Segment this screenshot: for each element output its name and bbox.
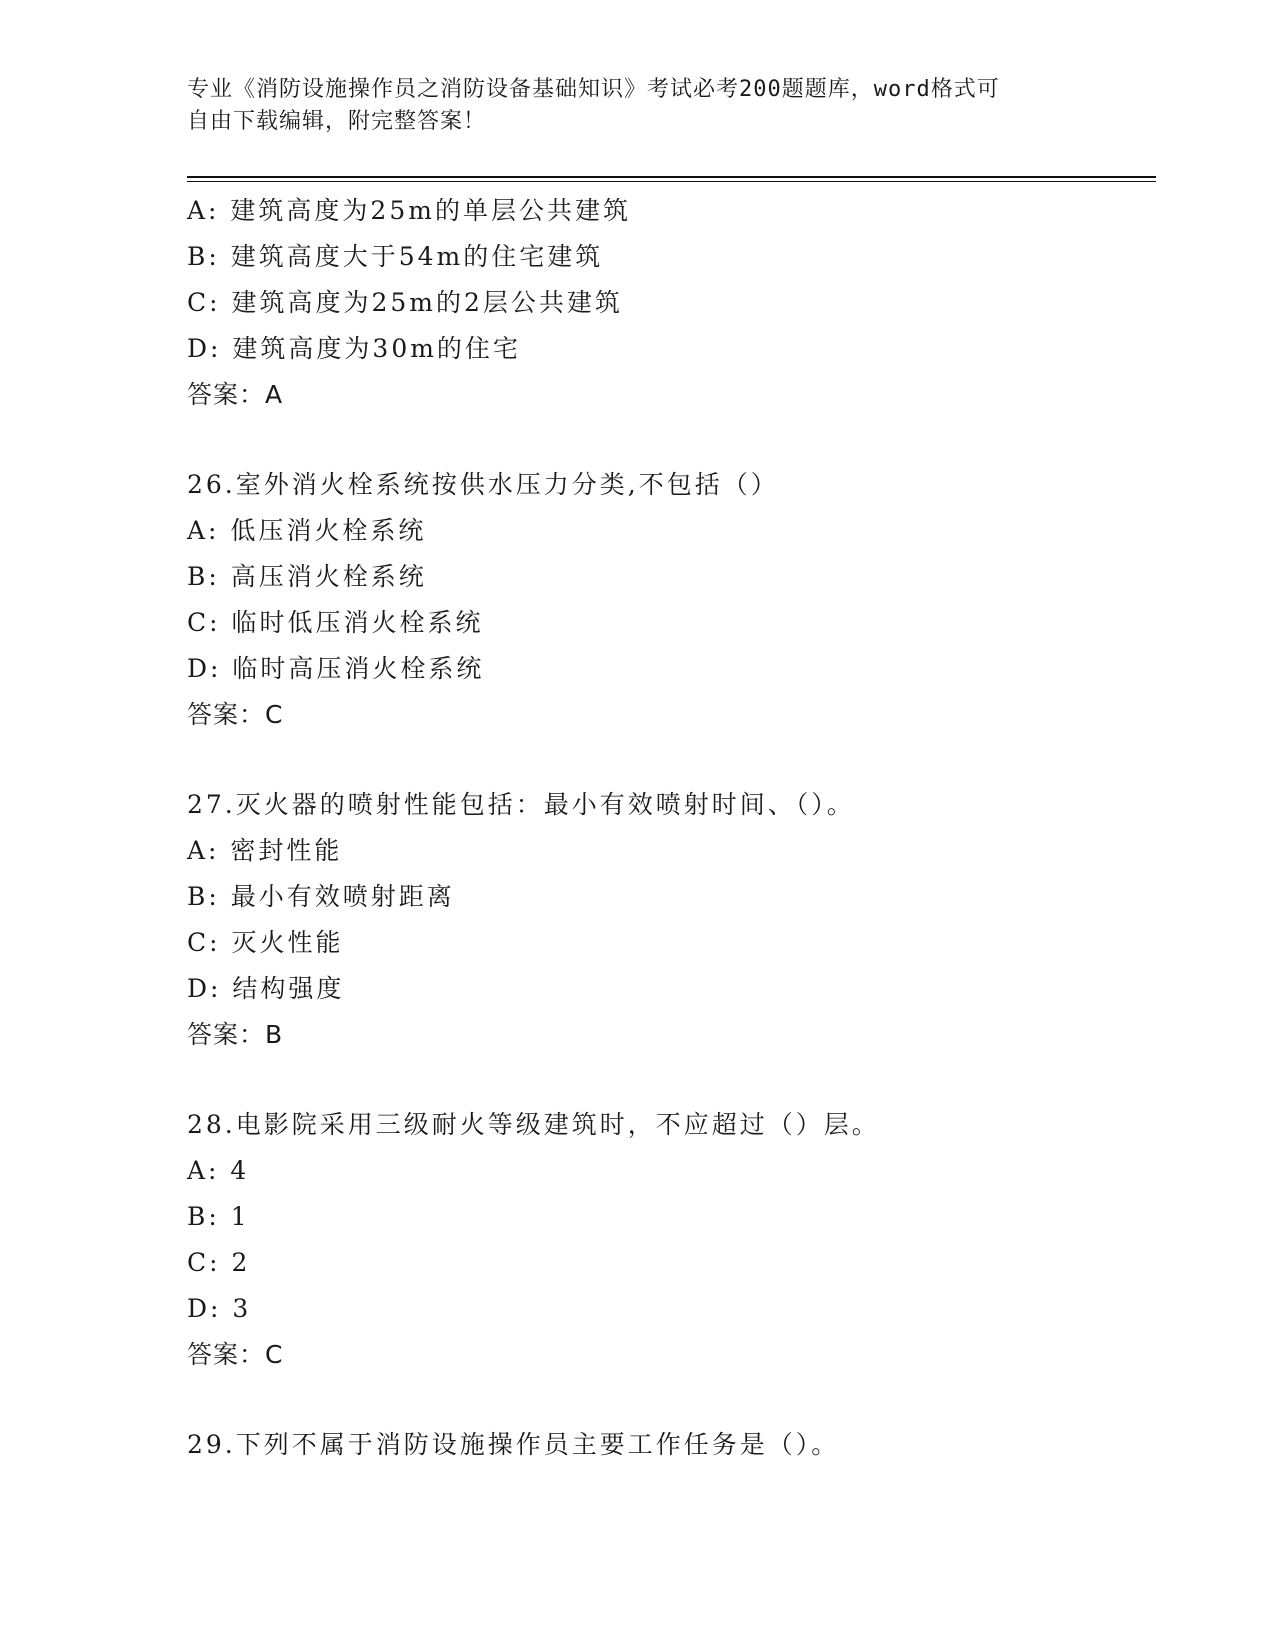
option-a: A: 低压消火栓系统 xyxy=(187,516,427,545)
question-28 xyxy=(187,1102,1147,1378)
question-text: 28.电影院采用三级耐火等级建筑时，不应超过（）层。 xyxy=(187,1110,880,1139)
question-27 xyxy=(187,782,1147,1058)
question-text: 26.室外消火栓系统按供水压力分类,不包括（） xyxy=(187,470,779,499)
question-text: 29.下列不属于消防设施操作员主要工作任务是（）。 xyxy=(187,1430,840,1459)
answer-line: 答案：C xyxy=(187,1340,284,1369)
option-b: B: 1 xyxy=(187,1202,250,1231)
question-list xyxy=(187,188,1147,1468)
option-b: B: 建筑高度大于54m的住宅建筑 xyxy=(187,242,604,271)
spacer xyxy=(187,738,1147,782)
option-a: A: 4 xyxy=(187,1156,250,1185)
option-b: B: 高压消火栓系统 xyxy=(187,562,427,591)
option-c: C: 建筑高度为25m的2层公共建筑 xyxy=(187,288,623,317)
option-a: A: 密封性能 xyxy=(187,836,343,865)
header-divider-thin xyxy=(187,181,1156,182)
option-d: D: 结构强度 xyxy=(187,974,345,1003)
option-d: D: 3 xyxy=(187,1294,252,1323)
option-d: D: 临时高压消火栓系统 xyxy=(187,654,485,683)
option-c: C: 临时低压消火栓系统 xyxy=(187,608,484,637)
option-c: C: 2 xyxy=(187,1248,251,1277)
header-line-2: 自由下载编辑，附完整答案！ xyxy=(187,109,487,134)
answer-line: 答案：C xyxy=(187,700,284,729)
question-25 xyxy=(187,188,1147,418)
document-header xyxy=(187,74,1087,138)
option-a: A: 建筑高度为25m的单层公共建筑 xyxy=(187,196,631,225)
option-d: D: 建筑高度为30m的住宅 xyxy=(187,334,521,363)
option-b: B: 最小有效喷射距离 xyxy=(187,882,455,911)
spacer xyxy=(187,1058,1147,1102)
option-c: C: 灭火性能 xyxy=(187,928,344,957)
question-26 xyxy=(187,462,1147,738)
spacer xyxy=(187,1378,1147,1422)
question-29 xyxy=(187,1422,1147,1468)
spacer xyxy=(187,418,1147,462)
answer-line: 答案：A xyxy=(187,380,284,409)
question-text: 27.灭火器的喷射性能包括：最小有效喷射时间、（）。 xyxy=(187,790,855,819)
header-divider-thick xyxy=(187,176,1156,178)
answer-line: 答案：B xyxy=(187,1020,284,1049)
header-line-1: 专业《消防设施操作员之消防设备基础知识》考试必考200题题库，word格式可 xyxy=(187,77,1000,102)
